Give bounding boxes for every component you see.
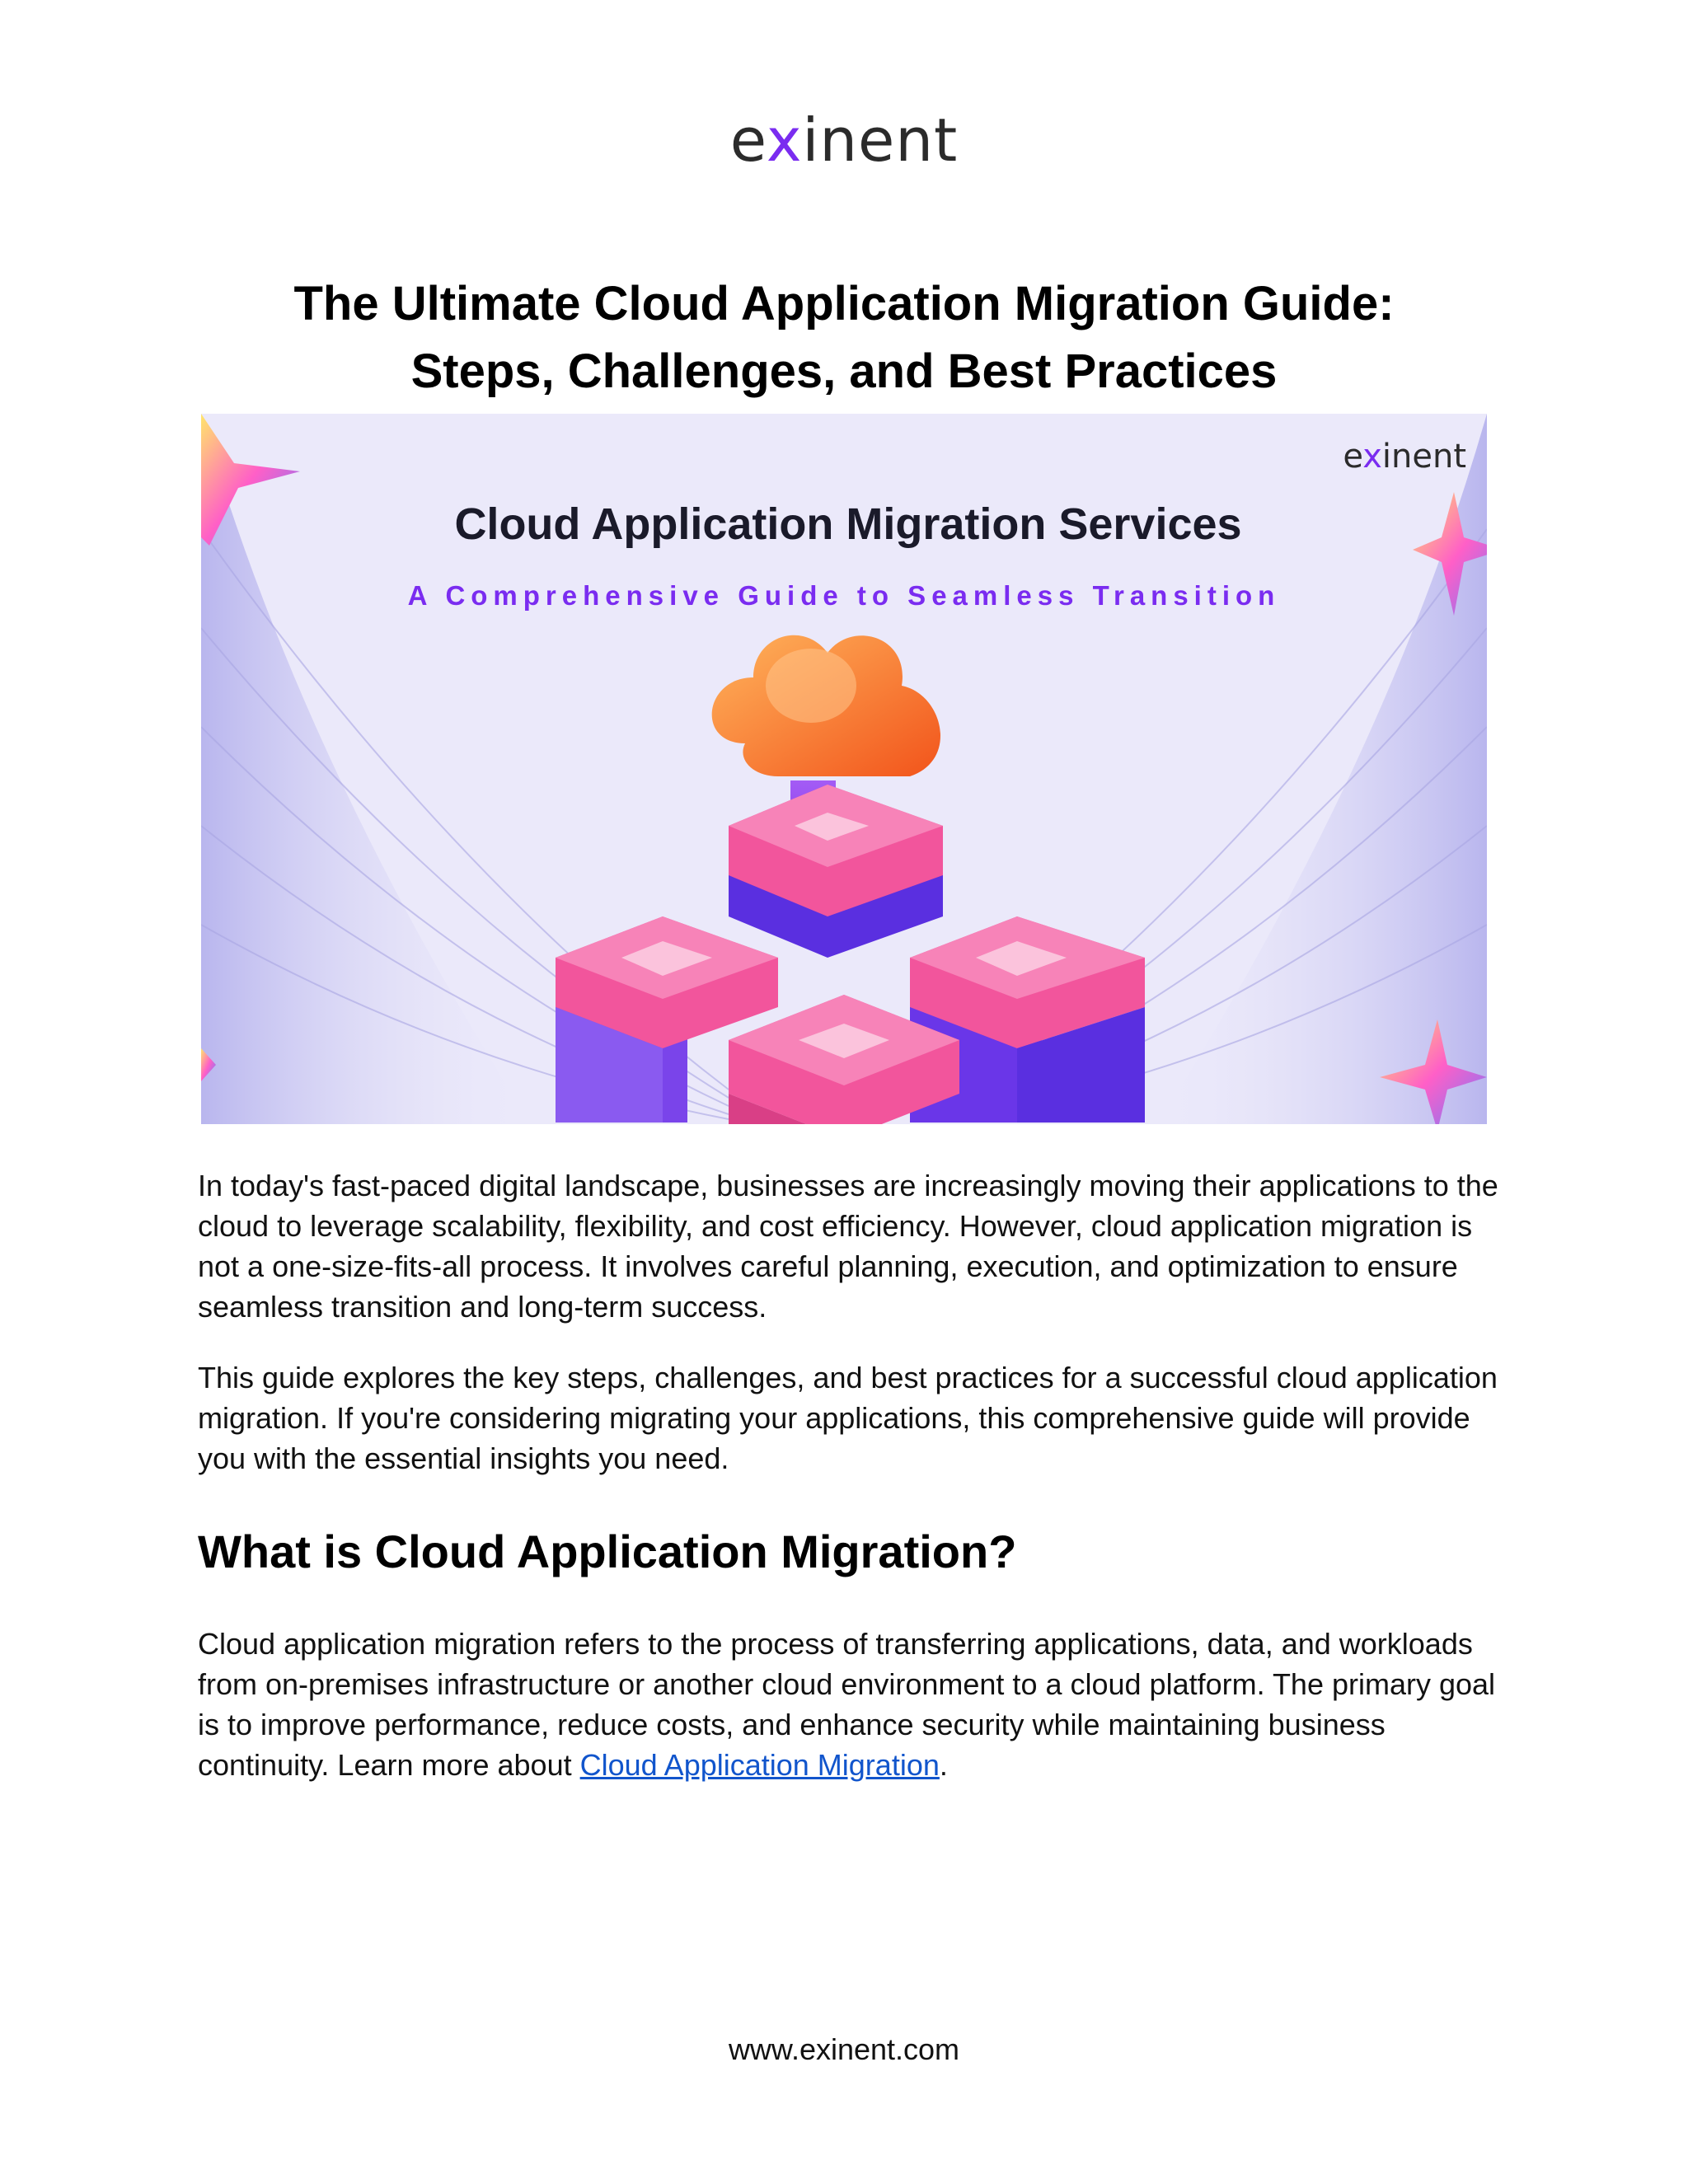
- section-paragraph: [198, 1624, 1500, 1785]
- section-end-text: .: [939, 1748, 948, 1782]
- hero-illustration: [201, 414, 1487, 1124]
- exinent-logo: exinent: [729, 105, 959, 175]
- page-title: [148, 270, 1540, 405]
- sparkle-star-icon: [201, 414, 300, 546]
- section-body-text: Cloud application migration refers to the process of transferring applications, data, and workloads from on-premises infrastructure or another cloud environment to a cloud platform. The primary goal is to improve performance, reduce costs, and enhance security while maintaining business continuity. Learn more about: [198, 1627, 1496, 1782]
- hero-brand-logo: exinent: [1343, 438, 1466, 476]
- title-line-1: The Ultimate Cloud Application Migration Guide:: [293, 277, 1395, 330]
- section-heading: What is Cloud Application Migration?: [198, 1526, 1017, 1577]
- intro-paragraph-2: This guide explores the key steps, challenges, and best practices for a successful cloud application migration. If you're considering migrating your applications, this comprehensive guide will provide you with the essential insights you need.: [198, 1361, 1498, 1475]
- footer-url: www.exinent.com: [728, 2032, 960, 2066]
- intro-paragraph-1: In today's fast-paced digital landscape, businesses are increasingly moving their applications to the cloud to leverage scalability, flexibility, and cost efficiency. However, cloud application migration is not a one-size-fits-all process. It involves careful planning, execution, and optimization to ensure seamless transition and long-term success.: [198, 1169, 1498, 1324]
- title-line-2: Steps, Challenges, and Best Practices: [410, 344, 1278, 398]
- hero-subheading: A Comprehensive Guide to Seamless Transition: [407, 580, 1281, 611]
- hero-banner-image: [201, 414, 1487, 1124]
- server-stack-back: [729, 785, 943, 958]
- cloud-application-migration-link[interactable]: Cloud Application Migration: [579, 1748, 940, 1782]
- cloud-icon: [712, 635, 940, 776]
- hero-heading: Cloud Application Migration Services: [454, 499, 1242, 549]
